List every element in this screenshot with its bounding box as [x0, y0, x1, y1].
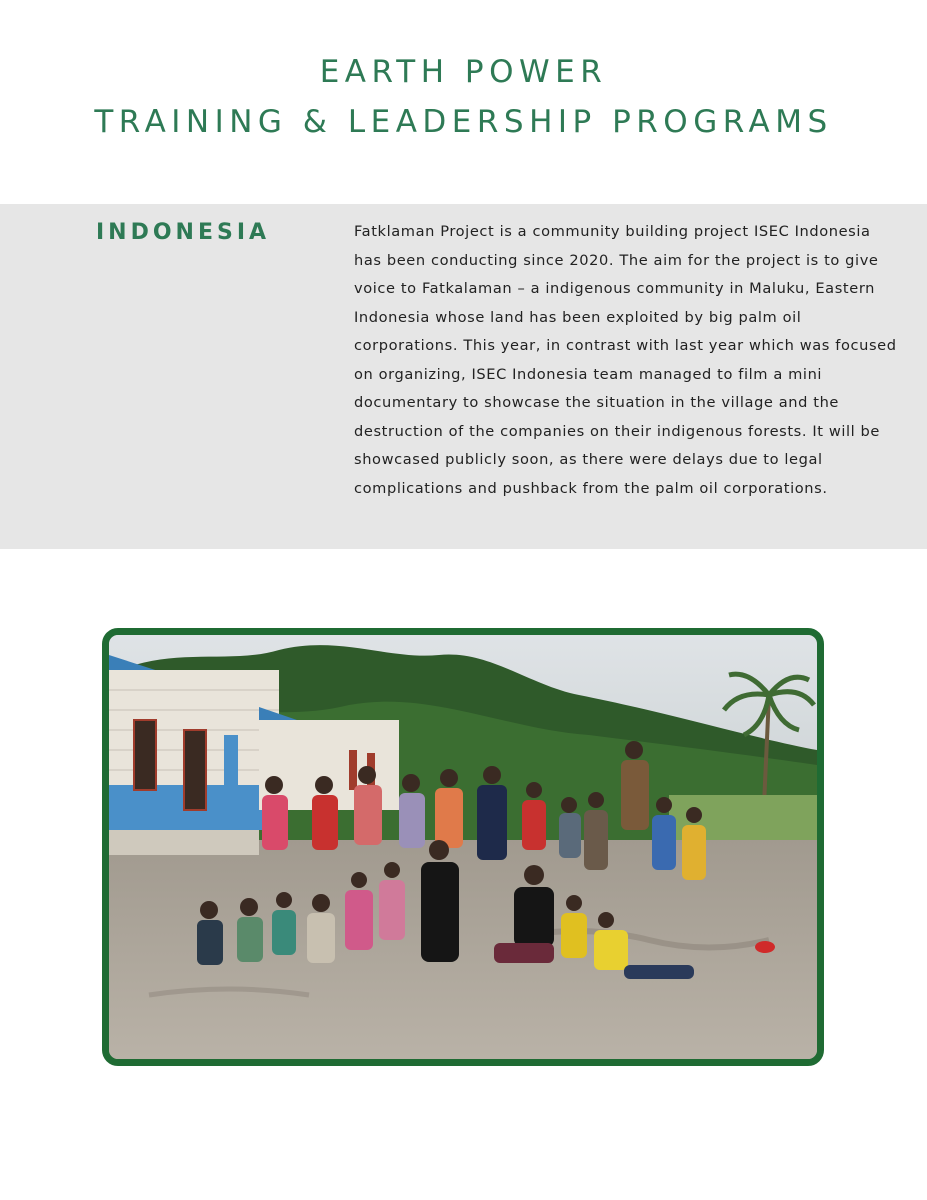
group-photo [102, 628, 824, 1066]
country-heading: INDONESIA [96, 220, 271, 245]
title-line-1: EARTH POWER [319, 54, 608, 90]
group-photo-illustration [109, 635, 817, 1059]
project-description: Fatklaman Project is a community building project ISEC Indonesia has been conducting since 2020. The aim for the project is to give voice to Fatkalaman – a indigenous community in Maluku, Eastern Indonesia whose land has been exploited by big palm oil corporations. This year, in contrast with last year which was focused on organizing, ISEC Indonesia team managed to film a mini documentary to showcase the situation in the village and the destruction of the companies on their indigenous forests. It will be showcased publicly soon, as there were delays due to legal complications and pushback from the palm oil corporations. [354, 223, 897, 497]
page-title [0, 52, 927, 142]
title-line-2: TRAINING & LEADERSHIP PROGRAMS [94, 104, 833, 140]
